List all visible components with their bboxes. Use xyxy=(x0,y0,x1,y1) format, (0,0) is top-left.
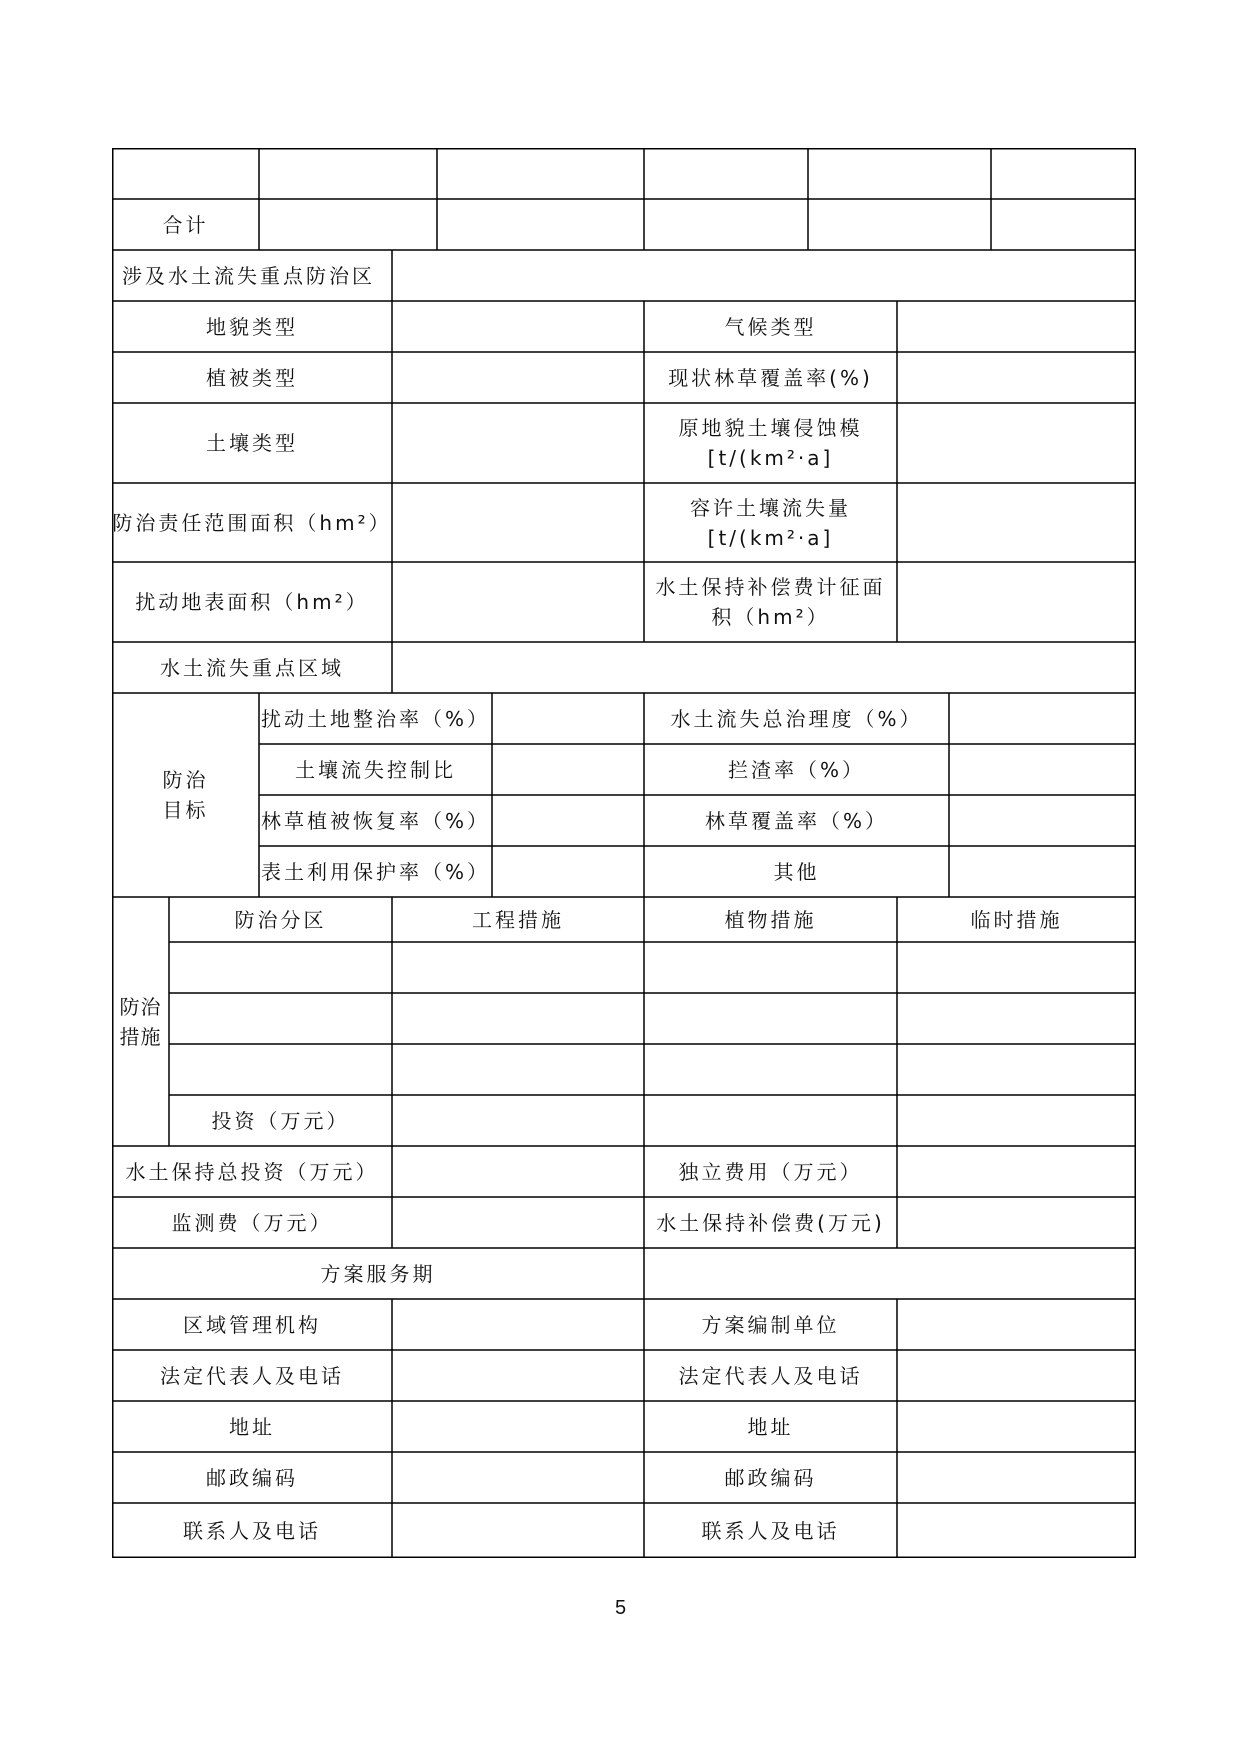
right-address-label: 地址 xyxy=(747,1414,794,1439)
col-engineering-header: 工程措施 xyxy=(472,907,564,932)
disturbed-area-label: 扰动地表面积（hm²） xyxy=(135,590,369,614)
col-zone-header: 防治分区 xyxy=(234,907,327,932)
total-control-degree-label: 水土流失总治理度（%） xyxy=(670,706,923,731)
col-temporary-header: 临时措施 xyxy=(970,907,1063,932)
targets-group-label: 防治 目标 xyxy=(162,768,209,822)
vegetation-type-label: 植被类型 xyxy=(206,365,298,390)
other-target-label: 其他 xyxy=(773,859,820,884)
soil-type-label: 土壤类型 xyxy=(206,431,298,455)
page-number: 5 xyxy=(614,1597,627,1619)
independent-fee-label: 独立费用（万元） xyxy=(678,1159,863,1184)
forest-grass-cover-now-label: 现状林草覆盖率(%) xyxy=(668,365,873,390)
form-table xyxy=(112,148,1136,1558)
right-postcode-label: 邮政编码 xyxy=(724,1465,817,1490)
key-loss-region-label: 水土流失重点区域 xyxy=(160,655,344,680)
right-contact-label: 联系人及电话 xyxy=(701,1518,840,1543)
key-prevention-zone-label: 涉及水土流失重点防治区 xyxy=(122,263,375,288)
total-label: 合计 xyxy=(162,212,209,237)
slag-retention-rate-label: 拦渣率（%） xyxy=(727,757,865,782)
region-org-label: 区域管理机构 xyxy=(183,1312,321,1337)
forest-grass-cover-rate-label: 林草覆盖率（%） xyxy=(704,808,888,833)
allowable-soil-loss-label: 容许土壤流失量 [t/(km²·a] xyxy=(690,495,851,550)
soil-loss-control-ratio-label: 土壤流失控制比 xyxy=(295,757,456,782)
service-period-label: 方案服务期 xyxy=(320,1261,436,1286)
left-address-label: 地址 xyxy=(229,1414,275,1439)
climate-type-label: 气候类型 xyxy=(724,314,817,339)
investment-label: 投资（万元） xyxy=(211,1108,350,1133)
col-plant-header: 植物措施 xyxy=(724,907,817,932)
left-contact-label: 联系人及电话 xyxy=(183,1518,321,1543)
original-erosion-modulus-label: 原地貌土壤侵蚀模 [t/(km²·a] xyxy=(678,416,863,470)
left-legal-rep-label: 法定代表人及电话 xyxy=(160,1363,344,1388)
topsoil-protection-rate-label: 表土利用保护率（%） xyxy=(260,859,490,884)
landform-type-label: 地貌类型 xyxy=(206,314,298,339)
disturbed-land-rate-label: 扰动土地整治率（%） xyxy=(260,706,490,731)
vegetation-recovery-rate-label: 林草植被恢复率（%） xyxy=(260,808,490,833)
responsibility-area-label: 防治责任范围面积（hm²） xyxy=(112,510,392,535)
monitoring-fee-label: 监测费（万元） xyxy=(171,1210,333,1235)
right-legal-rep-label: 法定代表人及电话 xyxy=(678,1363,863,1388)
compensation-area-label: 水土保持补偿费计征面 积（hm²） xyxy=(655,575,886,629)
compensation-fee-label: 水土保持补偿费(万元) xyxy=(656,1210,885,1235)
total-investment-label: 水土保持总投资（万元） xyxy=(125,1159,379,1184)
plan-compiler-label: 方案编制单位 xyxy=(701,1312,840,1337)
left-postcode-label: 邮政编码 xyxy=(206,1465,298,1490)
measures-group-label: 防治 措施 xyxy=(119,994,162,1049)
